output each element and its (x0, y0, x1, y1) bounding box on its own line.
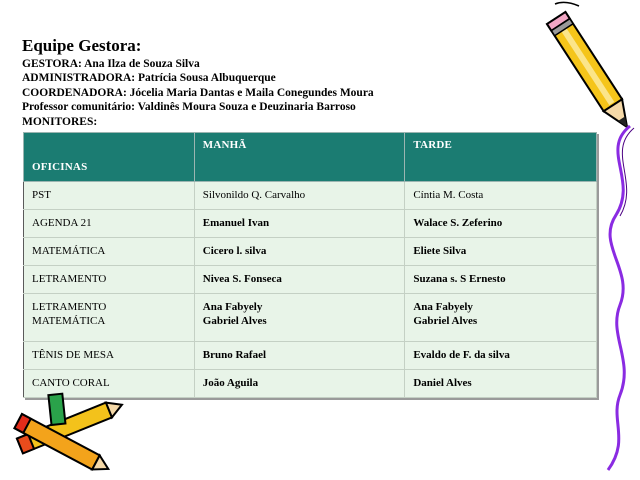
manha-line: Gabriel Alves (202, 315, 267, 327)
cell-tarde: Suzana s. S Ernesto (405, 266, 597, 294)
cell-manha: Silvonildo Q. Carvalho (194, 182, 405, 210)
oficina-line: LETRAMENTO (32, 301, 107, 313)
cell-tarde: Cíntia M. Costa (405, 182, 597, 210)
cell-tarde: Eliete Silva (405, 238, 597, 266)
cell-tarde: Walace S. Zeferino (405, 210, 597, 238)
professor-comunitario-line: Professor comunitário: Valdinês Moura Souza e Deuzinaria Barroso (22, 101, 356, 114)
coordenadora-line: COORDENADORA: Jócelia Maria Dantas e Maila Conegundes Moura (22, 86, 374, 99)
table-row (24, 294, 597, 342)
cell-oficina: TÊNIS DE MESA (24, 342, 195, 370)
cell-manha: João Aguila (194, 370, 405, 398)
header-tarde: TARDE (405, 133, 597, 182)
team-header (22, 36, 374, 129)
tarde-line: Ana Fabyely (413, 301, 473, 313)
cell-manha: Cicero l. silva (194, 238, 405, 266)
manha-line: Ana Fabyely (202, 301, 263, 313)
cell-oficina: PST (24, 182, 195, 210)
cell-tarde (405, 294, 597, 342)
tarde-line: Gabriel Alves (413, 315, 478, 327)
cell-oficina: AGENDA 21 (24, 210, 195, 238)
cell-manha: Bruno Rafael (194, 342, 405, 370)
monitors-table (23, 132, 597, 398)
table-row (24, 238, 597, 266)
page-title: Equipe Gestora: (22, 36, 142, 55)
cell-manha: Emanuel Ivan (194, 210, 405, 238)
table-row (24, 210, 597, 238)
cell-oficina: MATEMÁTICA (24, 238, 195, 266)
cell-tarde: Evaldo de F. da silva (405, 342, 597, 370)
oficina-line: MATEMÁTICA (32, 315, 106, 327)
crayons-clipart-icon (0, 388, 130, 473)
cell-oficina: LETRAMENTO (24, 266, 195, 294)
table-row (24, 182, 597, 210)
table-row (24, 342, 597, 370)
cell-tarde: Daniel Alves (405, 370, 597, 398)
cell-oficina: CANTO CORAL (24, 370, 195, 398)
table-header-row (24, 133, 597, 182)
table-row (24, 266, 597, 294)
gestora-line: GESTORA: Ana Ilza de Souza Silva (22, 58, 200, 70)
cell-manha (194, 294, 405, 342)
administradora-line: ADMINISTRADORA: Patrícia Sousa Albuquerque (22, 72, 276, 85)
header-manha: MANHÃ (194, 133, 405, 182)
header-oficinas: OFICINAS (24, 133, 195, 182)
ribbon-decoration-icon (590, 120, 640, 475)
monitores-label: MONITORES: (22, 115, 98, 128)
cell-oficina (24, 294, 195, 342)
cell-manha: Nivea S. Fonseca (194, 266, 405, 294)
